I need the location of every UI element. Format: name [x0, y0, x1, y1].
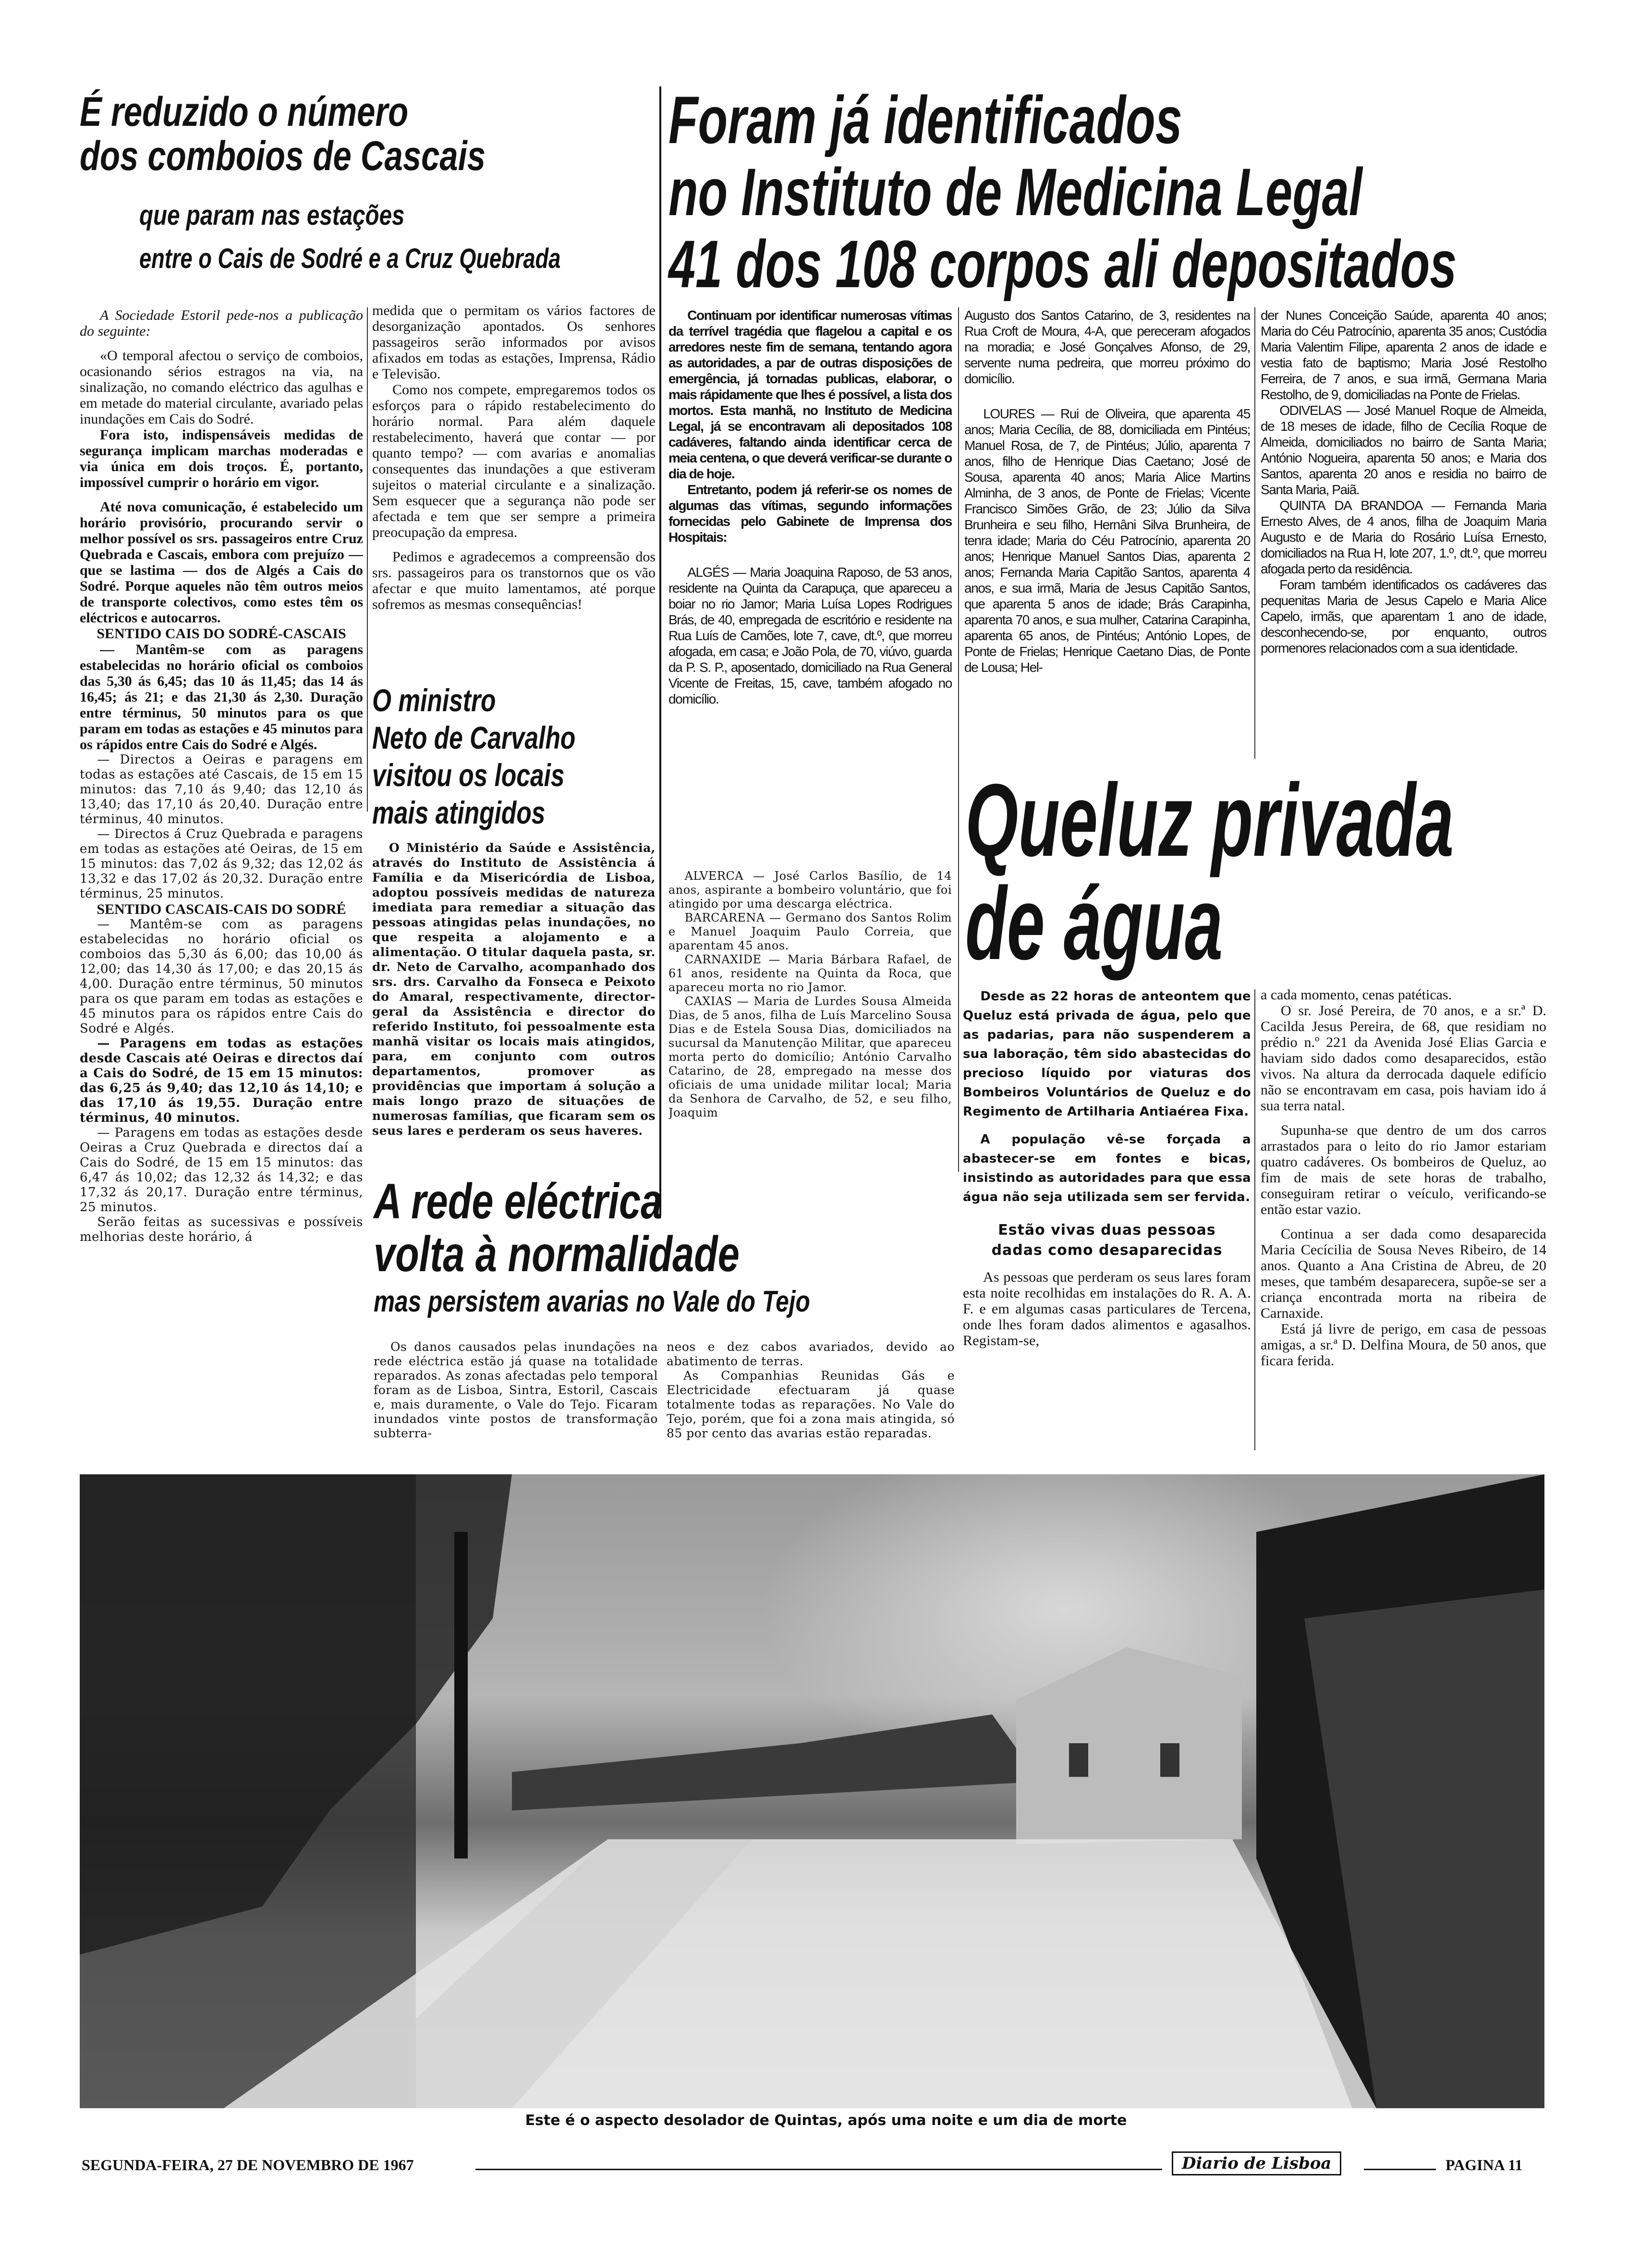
paragraph: Os danos causados pelas inundações na rede eléctrica estão já quase na totalidade reparados. As zonas afectadas pelo temporal foram as de Lisboa, Sintra, Estoril, Cascais e, mais duramente, o Vale do Tejo. Ficaram inundados vinte postos de transformação subterra- — [374, 1340, 658, 1440]
house-window — [1160, 1743, 1179, 1777]
headline-line: mais atingidos — [372, 795, 546, 830]
headline-line: É reduzido o número — [80, 89, 409, 135]
paragraph: Fora isto, indispensáveis medidas de segurança implicam marchas moderadas e via única em dois troços. É, portanto, impossível cumprir o horário em vigor. — [80, 427, 363, 490]
comboios-subheadline — [139, 202, 658, 279]
paragraph: Foram também identificados os cadáveres das pequenitas Maria de Jesus Capelo e Maria Alice Capelo, irmãs, que aparentam 1 ano de idade, desconhecendo-se, por enquanto, outros pormenores relacionados com a sua identidade. — [1261, 577, 1546, 656]
flood-photo — [80, 1474, 1544, 2108]
rede-column-2 — [667, 1340, 955, 1465]
page-number: PAGINA 11 — [1446, 2156, 1523, 2174]
headline-line: dos comboios de Cascais — [80, 133, 486, 179]
column-rule — [958, 307, 959, 1172]
comboios-headline — [80, 91, 656, 183]
headline-line: volta à normalidade — [374, 1227, 740, 1282]
headline-line: no Instituto de Medicina Legal — [668, 154, 1362, 230]
paragraph: O sr. José Pereira, de 70 anos, e a sr.ª D. Cacilda Jesus Pereira, de 68, que residiam no prédio n.º 221 da Avenida José Elias Garcia e haviam sido dados como desaparecidos, estão vivos. Na altura da derrocada daquele edifício não se encontravam em casa, pois haviam ido á sua terra natal. — [1261, 1003, 1546, 1114]
ministro-body — [372, 840, 656, 1167]
headline-line: de água — [965, 865, 1223, 981]
paragraph: Como nos compete, empregaremos todos os esforços para o rápido restabelecimento do horário normal. Para além daquele restabelecimento, haverá que contar — por quanto tempo? — com avarias e anomalias consequentes das inundações a que estiveram sujeitos o material circulante e a sinalização. Sem esquecer que a segurança não pode ser afectada e tem que ser sempre a primeira preocupação da empresa. — [372, 382, 656, 540]
headline-line: Queluz privada — [965, 762, 1454, 878]
headline-line: Neto de Carvalho — [372, 720, 576, 755]
paragraph: CARNAXIDE — Maria Bárbara Rafael, de 61 anos, residente na Quinta da Roca, que apareceu morta no rio Jamor. — [668, 953, 952, 994]
paragraph: Até nova comunicação, é estabelecido um horário provisório, procurando servir o melhor possível os srs. passageiros entre Cruz Quebrada e Cascais, embora com prejuízo — que se lastima — dos de Algés a Cais do Sodré. Porque aqueles não têm outros meios de transporte colectivos, como estes têm os eléctricos e autocarros. — [80, 499, 363, 626]
paragraph: O Ministério da Saúde e Assistência, através do Instituto de Assistência á Família e da Misericórdia de Lisboa, adoptou possíveis medidas de natureza imediata para remediar a situação das pessoas atingidas pelas inundações, no que respeita a alojamento e a alimentação. O titular daquela pasta, sr. dr. Neto de Carvalho, acompanhado dos srs. drs. Carvalho da Fonseca e Peixoto do Amaral, respectivamente, director-geral da Assistência e director do referido Instituto, foi pessoalmente esta manhã visitar os locais mais atingidos, para, em conjunto com outros departamentos, promover as providências que importam á solução a mais longo prazo de situações de numerosas famílias, que ficaram sem os seus lares e perderam os seus haveres. — [372, 841, 656, 1138]
intro: A Sociedade Estoril pede-nos a publicação do seguinte: — [80, 307, 363, 339]
paragraph: ODIVELAS — José Manuel Roque de Almeida, de 18 meses de idade, filho de Cecília Roque de Almeida, domiciliados no bairro de Santa Maria; António Nogueira, aparenta 50 anos; e Maria dos Santos, aparenta 20 anos e residia no bairro de Santa Maria, Paiã. — [1261, 403, 1546, 497]
column-rule — [367, 307, 368, 812]
paragraph: — Directos a Oeiras e paragens em todas as estações até Cascais, de 15 em 15 minutos: das 7,10 ás 9,40; das 12,10 ás 13,40; das 17,10 ás 20,40. Duração entre términus, 40 minutos. — [80, 753, 363, 826]
masthead-logo — [1172, 2151, 1341, 2175]
paragraph: LOURES — Rui de Oliveira, que aparenta 45 anos; Maria Cecília, de 88, domiciliada em Pintéus; Manuel Rosa, de 7, de Pintéus; Júlio, aparenta 7 anos, filho de Henrique Dias Caetano; José de Sousa, aparenta 40 anos; Maria Alice Martins Alminha, de 3 anos, de Ponte de Frielas; Vicente Francisco Simões Grão, de 23; Júlio da Silva Brunheira e seu filho, Hernâni Silva Brunheira, de tenra idade; Maria do Céu Patrocínio, aparenta 20 anos; Henrique Manuel Santos Dias, aparenta 2 anos; Fernanda Maria Capitão Santos, aparenta 4 anos, e sua irmã, Maria de Jesus Capitão Santos, que aparenta 5 anos de idade; Brás Carapinha, aparenta 70 anos, e sua mulher, Catarina Carapinha, aparenta 65 anos, de Pintéus; António Lopes, de Ponte de Frielas; Henrique Caetano Dias, de Ponte de Lousa; Hel- — [964, 406, 1250, 675]
paragraph: a cada momento, cenas patéticas. — [1261, 987, 1452, 1003]
paragraph: — Directos á Cruz Quebrada e paragens em todas as estações até Oeiras, de 15 em 15 minutos: das 7,02 ás 9,32; das 12,02 ás 13,32 e das 17,02 ás 20,32. Duração entre términus, 25 minutos. — [80, 827, 363, 901]
column-rule — [1254, 989, 1255, 1450]
queluz-column-1 — [963, 987, 1251, 1457]
masthead-text: Diario de Lisboa — [1182, 2154, 1332, 2173]
paragraph: As pessoas que perderam os seus lares foram esta noite recolhidas em instalações do R. A. A. F. e em algumas casas particulares de Tercena, onde lhes foram dados alimentos e agasalhos. Registam-se, — [963, 1269, 1251, 1348]
paragraph: QUINTA DA BRANDOA — Fernanda Maria Ernesto Alves, de 4 anos, filha de Joaquim Maria Augusto e de Maria do Rosário Luísa Ernesto, domiciliados na Rua H, lote 207, 1.º, dt.º, que morreu afogada perto da residência. — [1261, 498, 1546, 576]
section-title: SENTIDO CASCAIS-CAIS DO SODRÉ — [97, 901, 346, 917]
paragraph: «O temporal afectou o serviço de comboios, ocasionando sérios estragos na via, na sinalização, no comando eléctrico das agulhas e em metade do material circulante, avariado pelas inundações em Cais do Sodré. — [80, 348, 363, 427]
paragraph: As Companhias Reunidas Gás e Electricidade efectuaram já quase totalmente todas as reparações. No Vale do Tejo, porém, que foi a zona mais atingida, só 85 por cento das avarias estão reparadas. — [667, 1369, 955, 1440]
medicina-column-2 — [964, 307, 1250, 764]
headline-line: Foram já identificados — [668, 82, 1182, 158]
paragraph: — Paragens em todas as estações desde Oeiras a Cruz Quebrada e directos daí a Cais do Sodré, de 15 em 15 minutos: das 6,47 ás 10,02; das 12,32 ás 14,32; e das 17,32 ás 20,17. Duração entre términus, 25 minutos. — [80, 1126, 363, 1215]
paragraph: medida que o permitam os vários factores de desorganização apontados. Os senhores passageiros serão informados por avisos afixados em todas as estações, Imprensa, Rádio e Televisão. — [372, 303, 656, 382]
comboios-column-2 — [372, 303, 656, 687]
headline-line: A rede eléctrica — [374, 1174, 663, 1229]
headline-line: visitou os locais — [372, 757, 565, 793]
paragraph: Continua a ser dada como desaparecida Maria Cecícilia de Sousa Neves Ribeiro, de 14 anos. Quanto a Ana Cristina de Abreu, de 20 meses, que também desaparecera, supõe-se ser a criança encontrada morta na ribeira de Carnaxide. — [1261, 1226, 1546, 1321]
paragraph: — Mantêm-se com as paragens estabelecidas no horário oficial os comboios das 5,30 ás 6,45; das 10 ás 11,45; das 14 ás 16,45; ás 21; e das 21,30 ás 2,30. Duração entre términus, 50 minutos para os que param em todas as estações e 45 minutos para os rápidos entre Cais do Sodré e Algés. — [80, 642, 363, 753]
photo-scene — [80, 1474, 1544, 2108]
hillside — [512, 1714, 1040, 1810]
comboios-column-1 — [80, 307, 363, 1460]
rede-headline — [374, 1174, 960, 1321]
subheadline-line: entre o Cais de Sodré e a Cruz Quebrada — [139, 243, 561, 274]
medicina-column-3 — [1261, 307, 1546, 764]
rede-column-1 — [374, 1340, 658, 1465]
footer-date: SEGUNDA-FEIRA, 27 DE NOVEMBRO DE 1967 — [82, 2156, 414, 2174]
photo-caption: Este é o aspecto desolador de Quintas, após uma noite e um dia de morte — [525, 2112, 1127, 2129]
utility-pole — [454, 1532, 468, 1858]
paragraph: BARCARENA — Germano dos Santos Rolim e Manuel Joaquim Paulo Correia, que aparentam 45 anos. — [668, 911, 952, 952]
house — [1016, 1647, 1242, 1844]
paragraph: CAXIAS — Maria de Lurdes Sousa Almeida Dias, de 5 anos, filha de Luís Marcelino Sousa Dias e de Estela Sousa Dias, domiciliados na sucursal da Manutenção Militar, que apareceu morta perto do domicílio; António Carvalho Catarino, de 28, empregado na messe dos oficiais de uma unidade militar local; Maria da Senhora de Carvalho, de 52, e seu filho, Joaquim — [668, 995, 952, 1119]
paragraph: ALVERCA — José Carlos Basílio, de 14 anos, aspirante a bombeiro voluntário, que foi atingido por uma descarga eléctrica. — [668, 869, 952, 911]
paragraph: — Mantêm-se com as paragens estabelecidas no horário oficial os comboios das 5,30 ás 6,00; das 10,00 ás 12,00; das 14,30 ás 17,00; e das 20,15 ás 4,00. Duração entre términus, 50 minutos para os que param em todas as estações e 45 minutos para os rápidos entre Cais do Sodré e Algés. — [80, 917, 363, 1036]
paragraph: — Paragens em todas as estações desde Cascais até Oeiras e directos daí a Cais do Sodré, de 15 em 15 minutos: das 6,25 ás 9,40; das 12,10 ás 14,10; e das 17,10 ás 19,55. Duração entre términus, 40 minutos. — [80, 1036, 363, 1125]
paragraph: neos e dez cabos avariados, devido ao abatimento de terras. — [667, 1340, 955, 1368]
footer-rule — [1364, 2169, 1436, 2170]
queluz-column-2 — [1261, 987, 1546, 1457]
headline-line: O ministro — [372, 682, 496, 718]
column-rule — [1254, 307, 1255, 759]
lead-paragraph: Desde as 22 horas de anteontem que Queluz está privada de água, pelo que as padarias, para não suspenderem a sua laboração, têm sido abastecidas do precioso líquido por viaturas dos Bombeiros Voluntários de Queluz e do Regimento de Artilharia Antiaérea Fixa. — [963, 989, 1251, 1119]
subheadline: mas persistem avarias no Vale do Tejo — [374, 1285, 810, 1318]
main-headline — [668, 82, 1547, 303]
paragraph: Está já livre de perigo, em casa de pessoas amigas, a sr.ª D. Delfina Moura, de 50 anos, que ficara ferida. — [1261, 1321, 1546, 1369]
medicina-column-1-cont — [668, 869, 952, 1167]
headline-line: 41 dos 108 corpos ali depositados — [668, 226, 1457, 302]
paragraph: der Nunes Conceição Saúde, aparenta 40 anos; Maria do Céu Patrocínio, aparenta 35 anos; Custódia Maria Valentim Filipe, aparenta 2 anos de idade e vestia fato de baptismo; Maria José Restolho Ferreira, de 7 anos, e sua irmã, Germana Maria Restolho, de 9, domiciliadas na Ponte de Frielas. — [1261, 308, 1546, 402]
paragraph: Serão feitas as sucessivas e possíveis melhorias deste horário, á — [80, 1215, 363, 1244]
intro-paragraph: Continuam por identificar numerosas vítimas da terrível tragédia que flagelou a capital e os arredores neste fim de semana, tentando agora as autoridades, a par de outras disposições de emergência, já tornadas publicas, elaborar, o mais rápidamente que lhes é possível, a lista dos mortos. Esta manhã, no Instituto de Medicina Legal, já se encontravam ali depositados 108 cadáveres, faltando ainda identificar cerca de meia centena, o que deverá verificar-se durante o dia de hoje. — [668, 308, 952, 481]
paragraph: Supunha-se que dentro de um dos carros arrastados para o leito do rio Jamor estariam quatro cadáveres. Os bombeiros de Queluz, ao fim de mais de sete horas de trabalho, conseguiram retirar o veículo, verificando-se então estar vazio. — [1261, 1122, 1546, 1217]
column-rule — [659, 86, 661, 1215]
paragraph: Pedimos e agradecemos a compreensão dos srs. passageiros para os transtornos que os vão afectar e que muito lamentamos, até porque sofremos as mesmas consequências! — [372, 549, 656, 612]
paragraph: Augusto dos Santos Catarino, de 3, residentes na Rua Croft de Moura, 4-A, que pereceram afogados na moradia; e José Gonçalves Afonso, de 29, servente numa pedreira, que morreu próximo do domicílio. — [964, 308, 1250, 386]
paragraph: ALGÉS — Maria Joaquina Raposo, de 53 anos, residente na Quinta da Carapuça, que apareceu a boiar no rio Jamor; Maria Luísa Lopes Rodrigues Brás, de 40, empregada de escritório e residente na Rua Luís de Camões, lote 7, cave, dt.º, que morreu afogada, em casa; e João Pola, de 70, viúvo, guarda da P. S. P., aposentado, domiciliado na Rua General Vicente de Freitas, 15, cave, também afogado no domicílio. — [668, 565, 952, 706]
queluz-headline — [965, 762, 1546, 981]
footer-rule — [475, 2169, 1162, 2170]
ministro-headline — [372, 684, 656, 834]
subheadline-line: que param nas estações — [139, 200, 405, 231]
subheadline: Estão vivas duas pessoas dadas como desaparecidas — [991, 1222, 1223, 1259]
lead-paragraph: A população vê-se forçada a abastecer-se em fontes e bicas, insistindo as autoridades para que essa água não seja utilizada sem ser fervida. — [963, 1132, 1251, 1204]
intro-paragraph: Entretanto, podem já referir-se os nomes de algumas das vítimas, segundo informações fornecidas pelo Gabinete de Imprensa dos Hospitais: — [668, 482, 952, 545]
section-title: SENTIDO CAIS DO SODRÉ-CASCAIS — [97, 626, 346, 642]
house-window — [1069, 1743, 1088, 1777]
